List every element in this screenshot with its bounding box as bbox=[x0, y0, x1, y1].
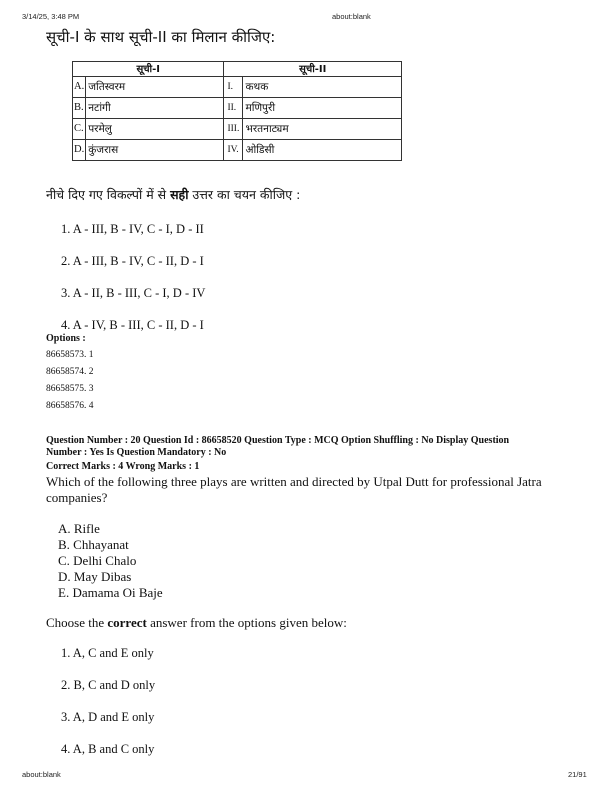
match-table bbox=[72, 61, 402, 161]
left-item: कुंजरास bbox=[86, 140, 224, 161]
table-row bbox=[73, 140, 402, 161]
question-20-meta-1: Question Number : 20 Question Id : 86658520 Question Type : MCQ Option Shuffling : No Display Question bbox=[46, 435, 510, 446]
question-20-marks: Correct Marks : 4 Wrong Marks : 1 bbox=[46, 461, 200, 472]
answer-option-1: 1. A - III, B - IV, C - I, D - II bbox=[61, 222, 204, 236]
list-item: E. Damama Oi Baje bbox=[58, 585, 163, 600]
choose-instruction bbox=[46, 615, 347, 631]
right-item: ओडिसी bbox=[243, 140, 402, 161]
left-item: नटांगी bbox=[86, 98, 224, 119]
answer-option-2: 2. B, C and D only bbox=[61, 678, 156, 692]
right-key: II. bbox=[224, 98, 243, 119]
left-item: परमेलु bbox=[86, 119, 224, 140]
option-id: 86658576. 4 bbox=[46, 401, 94, 411]
left-item: जतिस्वरम bbox=[86, 77, 224, 98]
list-1-header: सूची-I bbox=[73, 62, 224, 77]
right-key: IV. bbox=[224, 140, 243, 161]
print-datetime: 3/14/25, 3:48 PM bbox=[22, 12, 80, 21]
left-key: A. bbox=[73, 77, 86, 98]
answer-option-4: 4. A, B and C only bbox=[61, 742, 155, 756]
left-key: C. bbox=[73, 119, 86, 140]
instruction-bold: सही bbox=[170, 187, 189, 202]
right-item: कथक bbox=[243, 77, 402, 98]
option-id: 86658574. 2 bbox=[46, 367, 94, 377]
table-row bbox=[73, 98, 402, 119]
list-item: A. Rifle bbox=[58, 521, 100, 536]
question-20-text: Which of the following three plays are written and directed by Utpal Dutt for professional Jatra companies? bbox=[46, 474, 542, 505]
print-url-header: about:blank bbox=[332, 12, 371, 21]
left-key: D. bbox=[73, 140, 86, 161]
right-key: I. bbox=[224, 77, 243, 98]
option-id: 86658573. 1 bbox=[46, 350, 94, 360]
table-row bbox=[73, 77, 402, 98]
list-item: C. Delhi Chalo bbox=[58, 553, 137, 568]
question-19-title: सूची-I के साथ सूची-II का मिलान कीजिए: bbox=[46, 28, 276, 46]
choose-pre: Choose the bbox=[46, 615, 108, 630]
left-key: B. bbox=[73, 98, 86, 119]
options-title: Options : bbox=[46, 333, 86, 344]
answer-option-2: 2. A - III, B - IV, C - II, D - I bbox=[61, 254, 204, 268]
page-number: 21/91 bbox=[568, 770, 587, 779]
question-20-meta-2: Number : Yes Is Question Mandatory : No bbox=[46, 447, 227, 458]
instruction-post: उत्तर का चयन कीजिए : bbox=[188, 187, 301, 202]
right-item: मणिपुरी bbox=[243, 98, 402, 119]
choose-post: answer from the options given below: bbox=[146, 615, 347, 630]
print-url-footer: about:blank bbox=[22, 770, 61, 779]
instruction-pre: नीचे दिए गए विकल्पों में से bbox=[46, 187, 171, 202]
right-item: भरतनाट्यम bbox=[243, 119, 402, 140]
table-row bbox=[73, 119, 402, 140]
list-item: B. Chhayanat bbox=[58, 537, 129, 552]
list-item: D. May Dibas bbox=[58, 569, 132, 584]
answer-option-4: 4. A - IV, B - III, C - II, D - I bbox=[61, 318, 204, 332]
option-id: 86658575. 3 bbox=[46, 384, 94, 394]
right-key: III. bbox=[224, 119, 243, 140]
answer-option-1: 1. A, C and E only bbox=[61, 646, 154, 660]
choose-bold: correct bbox=[107, 615, 147, 630]
answer-option-3: 3. A, D and E only bbox=[61, 710, 155, 724]
match-table-header bbox=[73, 62, 402, 77]
list-2-header: सूची-II bbox=[224, 62, 402, 77]
answer-option-3: 3. A - II, B - III, C - I, D - IV bbox=[61, 286, 206, 300]
instruction-hindi bbox=[46, 186, 300, 203]
